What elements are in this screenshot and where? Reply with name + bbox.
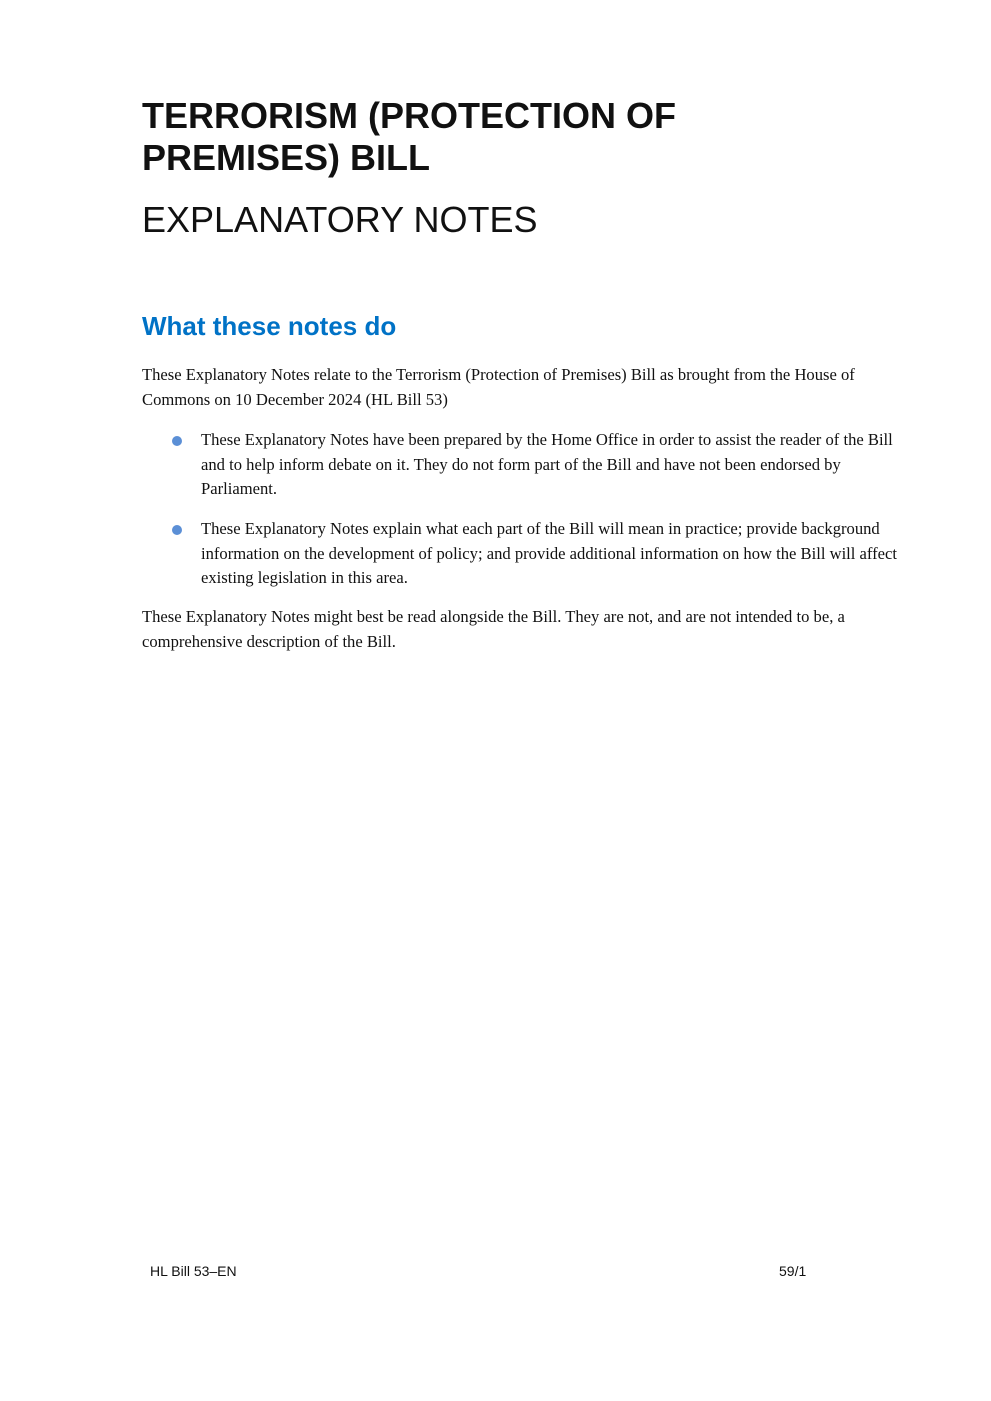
outro-paragraph: These Explanatory Notes might best be read alongside the Bill. They are not, and are not intended to be, a comprehensive description of the Bill. [142, 607, 845, 651]
bullet-text: These Explanatory Notes explain what each part of the Bill will mean in practice; provide background information on the development of policy; and provide additional information on how the Bill will affect existing legislation in this area. [201, 519, 898, 587]
bullet-item [142, 428, 902, 502]
bullet-icon [172, 436, 182, 446]
section-heading: What these notes do [142, 311, 397, 341]
footer-reference: HL Bill 53–EN [150, 1263, 237, 1279]
intro-paragraph: These Explanatory Notes relate to the Terrorism (Protection of Premises) Bill as brought from the House of Commons on 10 December 2024 (HL Bill 53) [142, 365, 855, 409]
document-title: TERRORISM (PROTECTION OF PREMISES) BILL [142, 95, 676, 178]
bullet-icon [172, 525, 182, 535]
bullet-item [142, 517, 902, 591]
document-subtitle: EXPLANATORY NOTES [142, 199, 538, 240]
footer-code: 59/1 [779, 1263, 807, 1279]
bullet-text: These Explanatory Notes have been prepared by the Home Office in order to assist the reader of the Bill and to help inform debate on it. They do not form part of the Bill and have not been endorsed by Parliament. [201, 430, 893, 498]
